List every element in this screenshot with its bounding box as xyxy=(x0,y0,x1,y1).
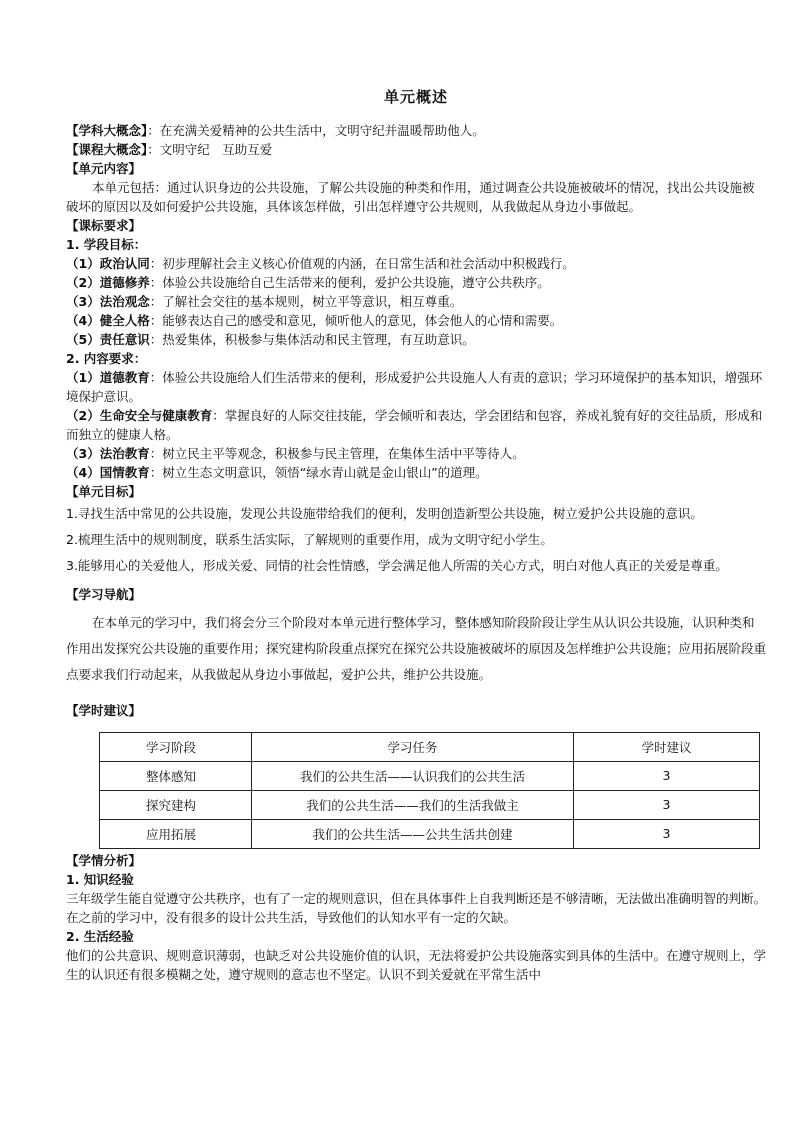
curriculum-label: 【课标要求】 xyxy=(66,218,142,233)
item-text: ：能够表达自己的感受和意见，倾听他人的意见，体会他人的心情和需要。 xyxy=(149,313,563,328)
table-header-cell: 学习任务 xyxy=(252,732,574,761)
stage-goal-item xyxy=(66,311,766,330)
table-cell: 我们的公共生活——我们的生活我做主 xyxy=(252,790,574,819)
learner-analysis-label: 【学情分析】 xyxy=(66,852,142,868)
item-num: （2） xyxy=(66,408,100,423)
item-num: （5） xyxy=(66,332,100,347)
item-num: （3） xyxy=(66,446,100,461)
content-reqs-heading: 2. 内容要求： xyxy=(66,351,147,366)
content-req-item xyxy=(66,444,766,463)
item-text: ：树立生态文明意识，领悟“绿水青山就是金山银山”的道理。 xyxy=(149,465,488,480)
item-key: 政治认同 xyxy=(99,256,150,271)
item-key: 道德修养 xyxy=(99,275,150,290)
item-num: （3） xyxy=(66,294,100,309)
item-text: ：体验公共设施给人们生活带来的便利，形成爱护公共设施人人有责的意识；学习环境保护的基本知识，增强环境保护意识。 xyxy=(66,370,763,404)
item-key: 法治教育 xyxy=(99,446,150,461)
unit-goal-item: 3.能够用心的关爱他人，形成关爱、同情的社会性情感，学会满足他人所需的关心方式，明白对他人真正的关爱是尊重。 xyxy=(66,558,728,573)
item-key: 责任意识 xyxy=(99,332,150,347)
item-key: 生命安全与健康教育 xyxy=(99,408,213,423)
content-req-item xyxy=(66,368,766,406)
item-num: （4） xyxy=(66,465,100,480)
life-text: 他们的公共意识、规则意识薄弱，也缺乏对公共设施价值的认识，无法将爱护公共设施落实到具体的生活中。在遵守规则上，学生的认识还有很多模糊之处，遵守规则的意志也不坚定。认识不到关爱就在平常生活中 xyxy=(66,947,767,982)
study-guide-text: 在本单元的学习中，我们将会分三个阶段对本单元进行整体学习，整体感知阶段阶段让学生从认识公共设施，认识种类和作用出发探究公共设施的重要作用；探究建构阶段重点探究在探究公共设施被破坏的原因及怎样维护公共设施；应用拓展阶段重点要求我们行动起来，从我做起从身边小事做起，爱护公共，维护公共设施。 xyxy=(66,615,767,682)
stage-goals-heading: 1. 学段目标： xyxy=(66,237,147,252)
table-cell: 3 xyxy=(574,819,760,848)
item-text: ：热爱集体，积极参与集体活动和民主管理，有互助意识。 xyxy=(149,332,475,347)
table-cell: 整体感知 xyxy=(100,761,252,790)
item-num: （1） xyxy=(66,256,100,271)
item-text: ：掌握良好的人际交往技能，学会倾听和表达，学会团结和包容，养成礼貌有好的交往品质，形成和而独立的健康人格。 xyxy=(66,408,763,442)
table-cell: 我们的公共生活——公共生活共创建 xyxy=(252,819,574,848)
item-text: ：了解社会交往的基本规则，树立平等意识，相互尊重。 xyxy=(149,294,463,309)
course-concept-label: 【课程大概念】 xyxy=(66,142,148,157)
table-cell: 探究建构 xyxy=(100,790,252,819)
course-concept xyxy=(66,140,766,159)
stage-goal-item xyxy=(66,273,766,292)
unit-goals-label: 【单元目标】 xyxy=(66,484,142,499)
table-row xyxy=(100,790,760,819)
schedule-label: 【学时建议】 xyxy=(66,702,142,718)
document-page xyxy=(66,86,766,984)
stage-goal-item xyxy=(66,330,766,349)
item-num: （2） xyxy=(66,275,100,290)
life-heading: 2. 生活经验 xyxy=(66,928,134,944)
knowledge-heading: 1. 知识经验 xyxy=(66,871,134,887)
item-key: 健全人格 xyxy=(99,313,150,328)
table-row xyxy=(100,819,760,848)
item-text: ：初步理解社会主义核心价值观的内涵，在日常生活和社会活动中积极践行。 xyxy=(149,256,575,271)
knowledge-text: 三年级学生能自觉遵守公共秩序，也有了一定的规则意识，但在具体事件上自我判断还是不够清晰，无法做出准确明智的判断。在之前的学习中，没有很多的设计公共生活，导致他们的认知水平有一定的欠缺。 xyxy=(66,890,767,925)
unit-goal-item: 2.梳理生活中的规则制度，联系生活实际，了解规则的重要作用，成为文明守纪小学生。 xyxy=(66,532,553,547)
table-row xyxy=(100,761,760,790)
course-concept-text: ：文明守纪 互助互爱 xyxy=(147,142,273,157)
table-header-row xyxy=(100,732,760,761)
item-key: 国情教育 xyxy=(99,465,150,480)
page-title: 单元概述 xyxy=(383,88,448,106)
subject-concept-text: ：在充满关爱精神的公共生活中，文明守纪并温暖帮助他人。 xyxy=(147,123,485,138)
table-cell: 3 xyxy=(574,761,760,790)
unit-content-text: 本单元包括：通过认识身边的公共设施，了解公共设施的种类和作用，通过调查公共设施被破坏的情况，找出公共设施被破坏的原因以及如何爱护公共设施，具体该怎样做，引出怎样遵守公共规则，从我做起从身边小事做起。 xyxy=(66,180,755,214)
item-text: ：体验公共设施给自己生活带来的便利，爱护公共设施，遵守公共秩序。 xyxy=(149,275,550,290)
table-cell: 我们的公共生活——认识我们的公共生活 xyxy=(252,761,574,790)
item-key: 法治观念 xyxy=(99,294,150,309)
subject-concept-label: 【学科大概念】 xyxy=(66,123,148,138)
content-req-item xyxy=(66,406,766,444)
table-header-cell: 学时建议 xyxy=(574,732,760,761)
item-num: （4） xyxy=(66,313,100,328)
content-req-item xyxy=(66,463,766,482)
item-num: （1） xyxy=(66,370,100,385)
study-guide-label: 【学习导航】 xyxy=(66,587,142,602)
item-key: 道德教育 xyxy=(99,370,150,385)
subject-concept xyxy=(66,121,766,140)
schedule-table xyxy=(99,732,760,849)
unit-content-label: 【单元内容】 xyxy=(66,161,142,176)
table-cell: 3 xyxy=(574,790,760,819)
item-text: ：树立民主平等观念，积极参与民主管理，在集体生活中平等待人。 xyxy=(149,446,525,461)
table-header-cell: 学习阶段 xyxy=(100,732,252,761)
stage-goal-item xyxy=(66,254,766,273)
unit-goal-item: 1.寻找生活中常见的公共设施，发现公共设施带给我们的便利，发明创造新型公共设施，树立爱护公共设施的意识。 xyxy=(66,506,703,521)
table-cell: 应用拓展 xyxy=(100,819,252,848)
stage-goal-item xyxy=(66,292,766,311)
